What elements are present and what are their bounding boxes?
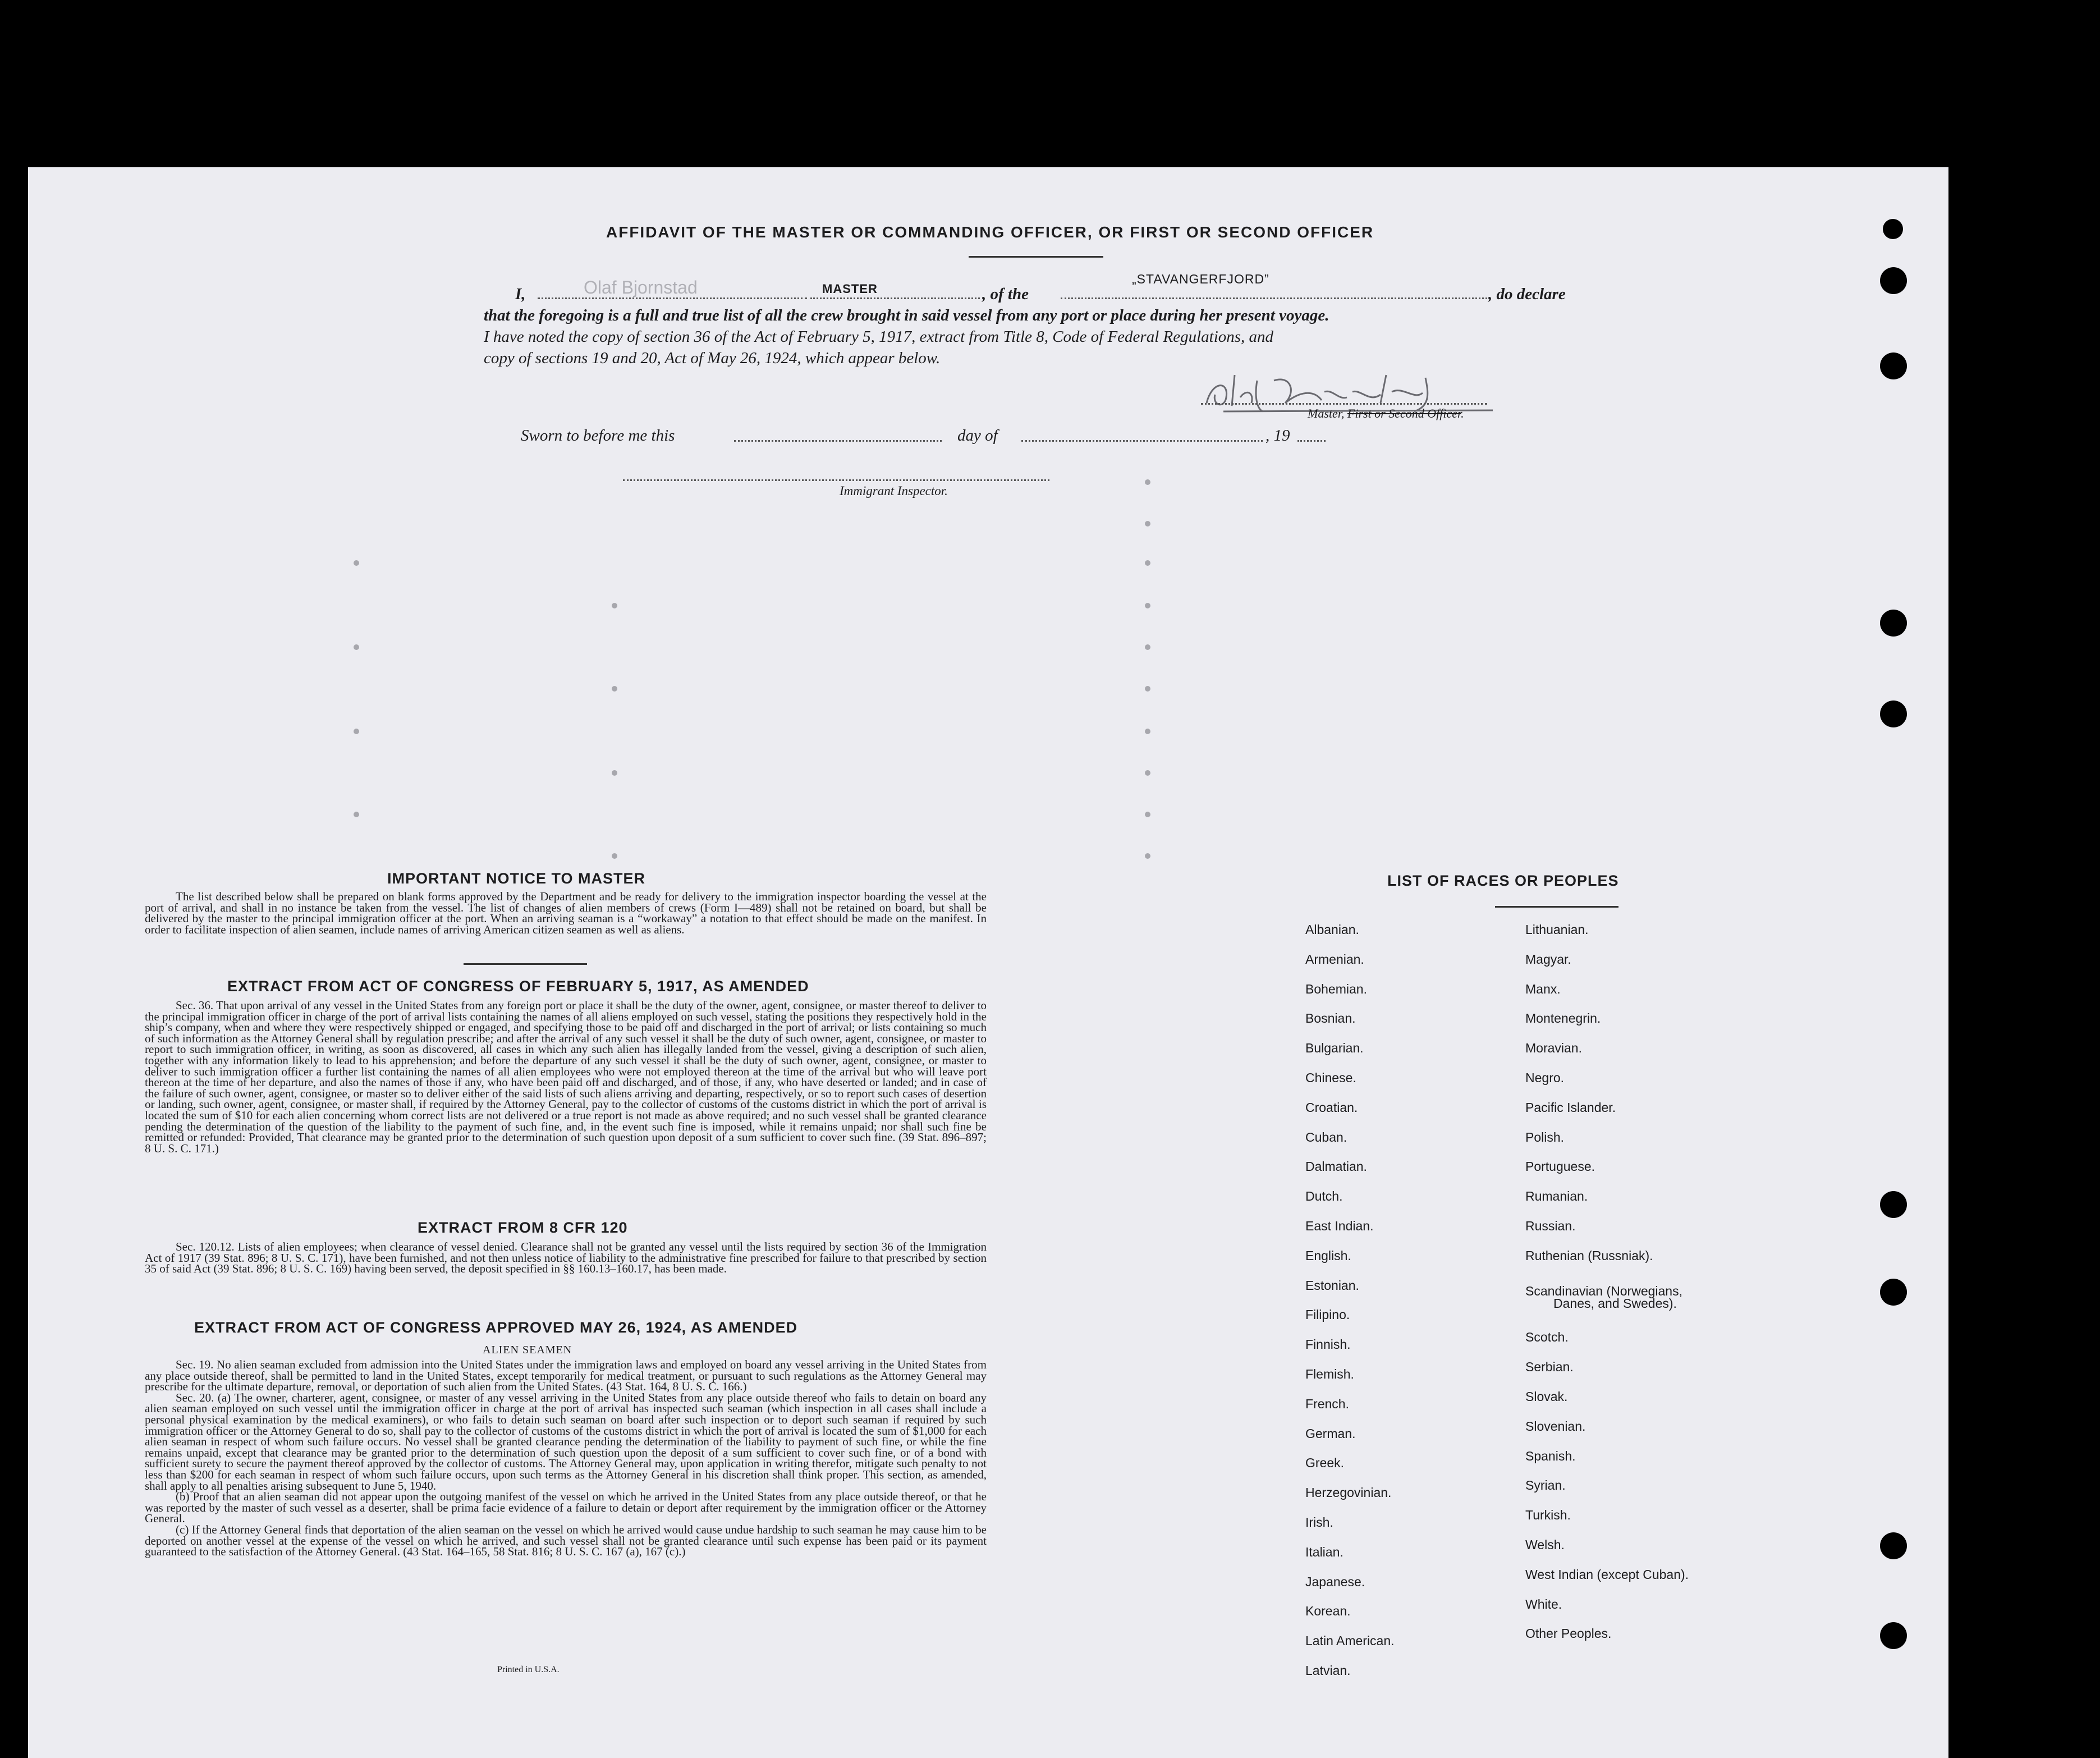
race-item: White. (1525, 1596, 1562, 1612)
bleed-mark (1145, 853, 1150, 859)
race-item: Manx. (1525, 981, 1561, 996)
race-item: Magyar. (1525, 951, 1571, 967)
sworn-month-blank (1021, 440, 1263, 442)
extract-cfr-title: EXTRACT FROM 8 CFR 120 (418, 1219, 628, 1236)
bleed-mark (354, 560, 359, 566)
binder-hole (1880, 701, 1907, 727)
race-item: Flemish. (1305, 1367, 1354, 1381)
of-the-label: , of the (982, 285, 1029, 303)
sworn-year-blank (1297, 440, 1326, 442)
bleed-mark (354, 729, 359, 734)
race-item: Ruthenian (Russniak). (1525, 1248, 1653, 1263)
bleed-mark (1145, 644, 1150, 650)
race-item: Bulgarian. (1305, 1041, 1364, 1056)
race-item: Lithuanian. (1525, 922, 1589, 937)
race-item: Albanian. (1305, 922, 1359, 937)
notice-title: IMPORTANT NOTICE TO MASTER (387, 870, 645, 887)
race-item: Filipino. (1305, 1307, 1350, 1322)
race-item: Herzegovinian. (1305, 1485, 1392, 1500)
binder-hole (1880, 267, 1907, 294)
printed-in-usa: Printed in U.S.A. (497, 1665, 560, 1674)
year-label: , 19 (1265, 427, 1290, 445)
binder-hole (1880, 1279, 1907, 1306)
race-item: Greek. (1305, 1455, 1345, 1471)
affidavit-title: AFFIDAVIT OF THE MASTER OR COMMANDING OFFICER, OR FIRST OR SECOND OFFICER (606, 223, 1374, 241)
race-item: Finnish. (1305, 1337, 1351, 1352)
sworn-day-blank (734, 440, 942, 442)
race-item: Moravian. (1525, 1041, 1582, 1056)
race-item: Irish. (1305, 1515, 1333, 1530)
bleed-mark (1145, 686, 1150, 692)
race-item: German. (1305, 1426, 1356, 1441)
signature-caption-struck: First or Second Officer (1347, 406, 1461, 420)
rank-stamp: MASTER (822, 282, 878, 296)
declaration-line-1: that the foregoing is a full and true list of all the crew brought in said vessel from any port or place during her present voyage. (484, 306, 1329, 324)
vessel-stamp: „STAVANGERFJORD” (1132, 272, 1269, 286)
race-item: Serbian. (1525, 1359, 1574, 1375)
race-item: Scotch. (1525, 1330, 1569, 1345)
race-item: Turkish. (1525, 1508, 1571, 1523)
inspector-signature-line (623, 479, 1049, 481)
extract-1924-title: EXTRACT FROM ACT OF CONGRESS APPROVED MAY 26, 1924, AS AMENDED (194, 1319, 798, 1336)
notice-body: The list described below shall be prepared on blank forms approved by the Department and be ready for delivery to the immigration inspector boarding the vessel at the port of arrival, and shall in no instance be taken from the vessel. The list of changes of alien members of crews (Form I—489) shall not be retained on board, but shall be delivered by the master to the principal immigration officer at the port. When an arriving seaman is a “workaway” a notation to that effect should be made on the manifest. In order to facilitate inspection of alien seamen, include names of arriving American citizen seamen as well as aliens. (145, 890, 987, 936)
race-item: Latin American. (1305, 1633, 1395, 1649)
extract-cfr-body: Sec. 120.12. Lists of alien employees; when clearance of vessel denied. Clearance shall not be granted any vessel until the lists required by section 36 of the Immigration Act of 1917 (39 Stat. 896; 8 U. S. C. 171), have been furnished, and not then unless notice of liability to the administrative fine prescribed for failure to that prescribed by section 35 of said Act (39 Stat. 896; 8 U. S. C. 169) having been served, the deposit specified in §§ 160.13–160.17, has been made. (145, 1240, 987, 1276)
race-item: Armenian. (1305, 951, 1364, 967)
race-item: Portuguese. (1525, 1159, 1595, 1174)
bleed-mark (612, 770, 617, 776)
race-item: Estonian. (1305, 1278, 1359, 1293)
binder-hole (1880, 1622, 1907, 1649)
alien-seamen-subtitle: ALIEN SEAMEN (483, 1344, 572, 1356)
race-item: Negro. (1525, 1070, 1565, 1085)
title-rule (969, 256, 1103, 258)
signature-caption-master: Master, (1308, 406, 1345, 420)
race-item: Rumanian. (1525, 1189, 1588, 1204)
race-item: French. (1305, 1396, 1349, 1411)
bleed-mark (354, 644, 359, 650)
race-item: Scandinavian (Norwegians, (1525, 1283, 1682, 1298)
do-declare-label: , do declare (1488, 285, 1566, 303)
notice-rule (464, 963, 587, 965)
races-title: LIST OF RACES OR PEOPLES (1387, 872, 1619, 889)
extract-1924-body (145, 1359, 987, 1558)
race-item: Welsh. (1525, 1537, 1565, 1552)
rank-blank (810, 297, 980, 299)
bleed-mark (1145, 729, 1150, 734)
section-20a: Sec. 20. (a) The owner, charterer, agent, consignee, or master of any vessel arriving in the United States from any place outside thereof who fails to detain on board any alien seaman employed on such vessel until the immigration officer in charge at the port of arrival has inspected such seaman (which inspection in all cases shall include a personal physical examination by the medical examiners), or who fails to detain such seaman on board after such inspection or to deport such seaman if required by such immigration officer or the Attorney General to do so, shall pay to the collector of customs of the customs district in which the port of arrival is located the sum of $1,000 for each alien seaman in respect of whom such failure occurs. No vessel shall be granted clearance pending the determination of the liability to payment of such fine, or while the fine remains unpaid, except that clearance may be granted prior to the determination of such question upon the deposit of a sum sufficient to cover such fine, or of a bond with sufficient surety to secure the payment thereof approved by the collector of customs. The Attorney General may, upon application in writing therefor, mitigate such penalty to not less than $200 for each seaman in respect of whom such failure occurs, upon such terms as the Attorney General in his discretion shall think proper. This section, as amended, shall apply to all penalties arising subsequent to June 5, 1940. (145, 1390, 987, 1493)
race-item: Pacific Islander. (1525, 1100, 1616, 1115)
race-item: English. (1305, 1248, 1351, 1263)
binder-hole (1880, 1532, 1907, 1559)
race-item: Latvian. (1305, 1663, 1351, 1678)
declarant-name: Olaf Bjornstad (584, 277, 698, 297)
race-item: Dutch. (1305, 1189, 1343, 1204)
bleed-mark (612, 853, 617, 859)
vessel-blank (1061, 297, 1487, 299)
extract-1917-body: Sec. 36. That upon arrival of any vessel in the United States from any foreign port or place it shall be the duty of the owner, agent, consignee, or master thereof to deliver to the principal immigration officer in charge of the port of arrival lists containing the names of all aliens employed on such vessel, stating the positions they respectively hold in the ship’s company, when and where they were respectively shipped or engaged, and specifying those to be paid off and discharged in the port of arrival; or lists containing so much of such information as the Attorney General shall by regulation prescribe; and after the arrival of any such vessel it shall be the duty of such owner, agent, consignee, or master to report to such immigration officer, in writing, as soon as discovered, all cases in which any such alien has illegally landed from the vessel, giving a description of such alien, together with any information likely to lead to his apprehension; and before the departure of any such vessel it shall be the duty of such owner, agent, consignee, or master to deliver to such immigration officer a further list containing the names of all alien employees who were not employed thereon at the time of the arrival but who will leave port thereon at the time of her departure, and also the names of those if any, who have been paid off and discharged, and of those, if any, who have deserted or landed; and in case of the failure of such owner, agent, consignee, or master so to deliver either of the said lists of such aliens arriving and departing, respectively, or so to report such cases of desertion or landing, such owner, agent, consignee, or master shall, if required by the Attorney General, pay to the collector of customs of the customs district in which the port of arrival is located the sum of $10 for each alien concerning whom correct lists are not delivered or a true report is not made as above required; and no such vessel shall be granted clearance pending the determination of the question of the liability to the payment of such fine, and, in the event such fine is imposed, while it remains unpaid; nor shall such fine be remitted or refunded: Provided, That clearance may be granted prior to the determination of such question upon deposit of a sum sufficient to cover such fine. (39 Stat. 896–897; 8 U. S. C. 171.) (145, 999, 987, 1155)
signature-caption (1308, 406, 1464, 421)
race-item: Slovak. (1525, 1389, 1568, 1404)
section-20c: (c) If the Attorney General finds that deportation of the alien seaman on the vessel on which he arrived would cause undue hardship to such seaman he may cause him to be deported on another vessel at the expense of the vessel on which he arrived, and such vessel shall not be granted clearance until such expense has been paid or its payment guaranteed to the satisfaction of the Attorney General. (43 Stat. 164–165, 58 Stat. 816; 8 U. S. C. 167 (a), 167 (c).) (145, 1522, 987, 1559)
race-item: Chinese. (1305, 1070, 1356, 1085)
race-item: Italian. (1305, 1544, 1344, 1559)
declarant-label: I, (515, 285, 526, 303)
bleed-mark (1145, 812, 1150, 817)
race-item: Bohemian. (1305, 981, 1367, 996)
bleed-mark (354, 812, 359, 817)
race-item: Syrian. (1525, 1478, 1566, 1493)
races-rule (1495, 906, 1618, 908)
extract-1917-title: EXTRACT FROM ACT OF CONGRESS OF FEBRUARY 5, 1917, AS AMENDED (227, 978, 809, 995)
race-item: Korean. (1305, 1604, 1351, 1619)
signature-caption-end: . (1461, 406, 1464, 420)
race-item: Polish. (1525, 1129, 1565, 1144)
bleed-mark (1145, 770, 1150, 776)
day-of-label: day of (957, 427, 998, 445)
signature-line (1201, 403, 1487, 405)
race-item: Slovenian. (1525, 1418, 1586, 1434)
inspector-caption: Immigrant Inspector. (840, 484, 948, 498)
binder-hole (1883, 219, 1903, 239)
bleed-mark (612, 603, 617, 608)
bleed-mark (1145, 603, 1150, 608)
race-item: Bosnian. (1305, 1011, 1356, 1026)
binder-hole (1880, 1191, 1907, 1218)
race-item: Spanish. (1525, 1448, 1576, 1463)
race-item: East Indian. (1305, 1219, 1374, 1233)
race-item: Croatian. (1305, 1100, 1358, 1115)
declaration-line-2: I have noted the copy of section 36 of the Act of February 5, 1917, extract from Title 8, Code of Federal Regulations, and (484, 328, 1274, 346)
race-item: Dalmatian. (1305, 1159, 1367, 1174)
race-item: Danes, and Swedes). (1553, 1295, 1677, 1311)
binder-hole (1880, 352, 1907, 379)
race-item: Cuban. (1305, 1129, 1347, 1144)
race-item: Russian. (1525, 1219, 1576, 1233)
race-item: Montenegrin. (1525, 1011, 1601, 1026)
race-item: West Indian (except Cuban). (1525, 1567, 1689, 1582)
bleed-mark (1145, 521, 1150, 527)
document-page (28, 167, 1948, 1758)
section-20b: (b) Proof that an alien seaman did not appear upon the outgoing manifest of the vessel on which he arrived in the United States from any place outside thereof, or that he was reported by the master of such vessel as a deserter, shall be prima facie evidence of a failure to detain or deport after requirement by the immigration officer or the Attorney General. (145, 1490, 987, 1526)
binder-hole (1880, 610, 1907, 637)
race-item: Japanese. (1305, 1574, 1365, 1589)
race-item: Other Peoples. (1525, 1626, 1612, 1641)
bleed-mark (1145, 560, 1150, 566)
bleed-mark (612, 686, 617, 692)
section-19: Sec. 19. No alien seaman excluded from admission into the United States under the immigration laws and employed on board any vessel arriving in the United States from any place outside thereof, shall be permitted to land in the United States, except temporarily for medical treatment, or pursuant to such regulations as the Attorney General may prescribe for the ultimate departure, removal, or deportation of such alien from the United States. (43 Stat. 164, 8 U. S. C. 166.) (145, 1358, 987, 1394)
sworn-label: Sworn to before me this (521, 427, 675, 445)
declaration-line-3: copy of sections 19 and 20, Act of May 26, 1924, which appear below. (484, 349, 941, 367)
bleed-mark (1145, 479, 1150, 485)
